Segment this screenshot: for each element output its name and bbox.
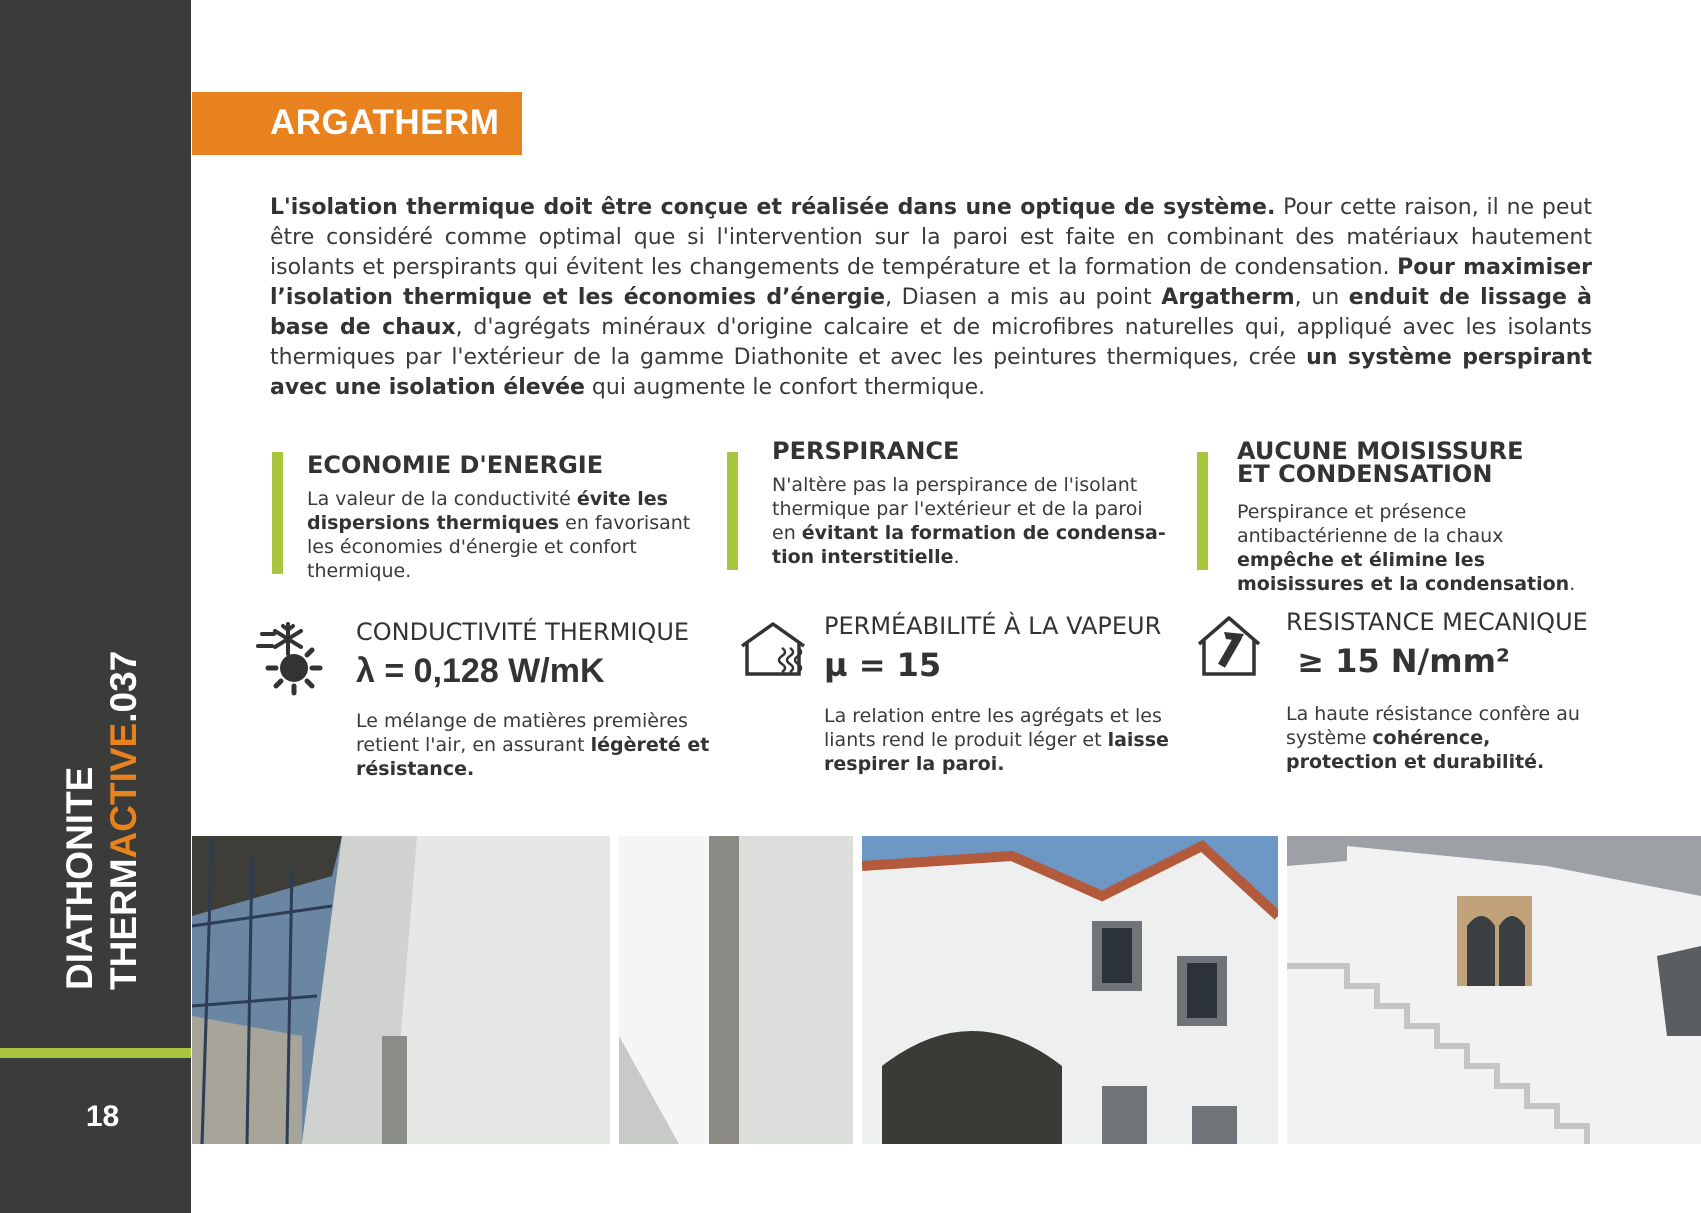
- feature-bar: [272, 452, 283, 574]
- spec-text-a: Le mélange de matières premières retient l'air, en assurant: [356, 710, 688, 756]
- feature-text-a: La valeur de la conductivité: [307, 488, 577, 510]
- feature-text-b: .: [953, 546, 960, 568]
- spec-text: [356, 709, 716, 781]
- sidebar-title: [58, 650, 148, 990]
- section-title: ARGATHERM: [270, 103, 500, 142]
- photo-house-roof: [862, 836, 1278, 1144]
- feature-text-b: en favorisant les économies d'énergie et confort thermique.: [307, 512, 691, 582]
- title-active: ACTIVE: [103, 722, 144, 859]
- sidebar-title-line2: [102, 650, 146, 990]
- spec-label: PERMÉABILITÉ À LA VAPEUR: [824, 612, 1162, 640]
- sidebar-title-line1: DIATHONITE: [59, 766, 100, 990]
- intro-paragraph: [270, 193, 1592, 403]
- intro-s1: L'isolation thermique doit être conçue et réalisée dans une optique de système.: [270, 195, 1276, 220]
- title-therm: THERM: [103, 858, 144, 990]
- feature-text: [772, 473, 1167, 569]
- feature-text: [307, 487, 712, 583]
- feature-title-line1: AUCUNE MOISISSURE: [1237, 437, 1524, 465]
- photo-wall-detail: [619, 836, 853, 1144]
- section-tab: [192, 92, 522, 155]
- feature-title: [1237, 437, 1597, 488]
- spec-value: λ = 0,128 W/mK: [356, 652, 605, 690]
- photo-scaffolding: [192, 836, 610, 1144]
- feature-title: PERSPIRANCE: [772, 437, 960, 465]
- feature-title-line2: ET CONDENSATION: [1237, 460, 1493, 488]
- intro-s9: un système perspirant avec une isolation élevée: [270, 345, 1592, 400]
- page-number: 18: [85, 1100, 120, 1133]
- intro-s10: qui augmente le confort thermique.: [584, 375, 986, 400]
- spec-text: [824, 704, 1174, 776]
- feature-text-bold: évite les dispersions thermiques: [307, 488, 668, 534]
- house-hammer-icon: [1196, 614, 1262, 678]
- feature-bar: [727, 452, 738, 570]
- feature-title: ECONOMIE D'ENERGIE: [307, 451, 604, 479]
- intro-s6: , un: [1294, 285, 1349, 310]
- spec-text-bold: légèreté et résistance.: [356, 734, 710, 780]
- intro-s7: enduit de lissage à base de chaux: [270, 285, 1592, 340]
- spec-text: [1286, 702, 1596, 774]
- spec-text-bold: laisse respirer la paroi.: [824, 729, 1169, 775]
- spec-label: CONDUCTIVITÉ THERMIQUE: [356, 618, 690, 646]
- spec-value: ≥ 15 N/mm²: [1286, 642, 1510, 680]
- intro-s4: , Diasen a mis au point: [885, 285, 1162, 310]
- sidebar-rule: [0, 1048, 191, 1058]
- house-vapor-icon: [738, 618, 808, 678]
- feature-text-a: Perspirance et présence antibactérienne de la chaux: [1237, 501, 1504, 547]
- spec-value: µ = 15: [824, 646, 942, 684]
- feature-bar: [1197, 452, 1208, 570]
- photo-stairs-building: [1287, 836, 1701, 1144]
- intro-s3: Pour maximiser l’isolation thermique et les économies d’énergie: [270, 255, 1592, 310]
- intro-s2: Pour cette raison, il ne peut être considéré comme optimal que si l'intervention sur la paroi est faite en combinant des matériaux hautement isolants et perspirants qui évitent les changements de température et la formation de condensation.: [270, 195, 1592, 280]
- feature-text-bold: évitant la formation de condensa-tion interstitielle: [772, 522, 1166, 568]
- snowflake-sun-icon: [252, 620, 328, 696]
- feature-text-a: N'altère pas la perspirance de l'isolant thermique par l'extérieur et de la paroi en: [772, 474, 1143, 544]
- spec-text-bold: cohérence, protection et durabilité.: [1286, 727, 1545, 773]
- feature-text: [1237, 500, 1597, 596]
- intro-s5: Argatherm: [1161, 285, 1295, 310]
- spec-text-a: La haute résistance confère au système: [1286, 703, 1580, 749]
- feature-text-bold: empêche et élimine les moisissures et la condensation: [1237, 549, 1570, 595]
- intro-s8: , d'agrégats minéraux d'origine calcaire et de microfibres naturelles qui, appliqué avec les isolants thermiques par l'extérieur de la gamme Diathonite et avec les peintures thermiques, crée: [270, 315, 1592, 370]
- spec-text-a: La relation entre les agrégats et les liants rend le produit léger et: [824, 705, 1162, 751]
- feature-text-b: .: [1569, 573, 1576, 595]
- title-code: .037: [103, 650, 144, 723]
- spec-label: RESISTANCE MECANIQUE: [1286, 608, 1588, 636]
- sidebar: [0, 0, 191, 1213]
